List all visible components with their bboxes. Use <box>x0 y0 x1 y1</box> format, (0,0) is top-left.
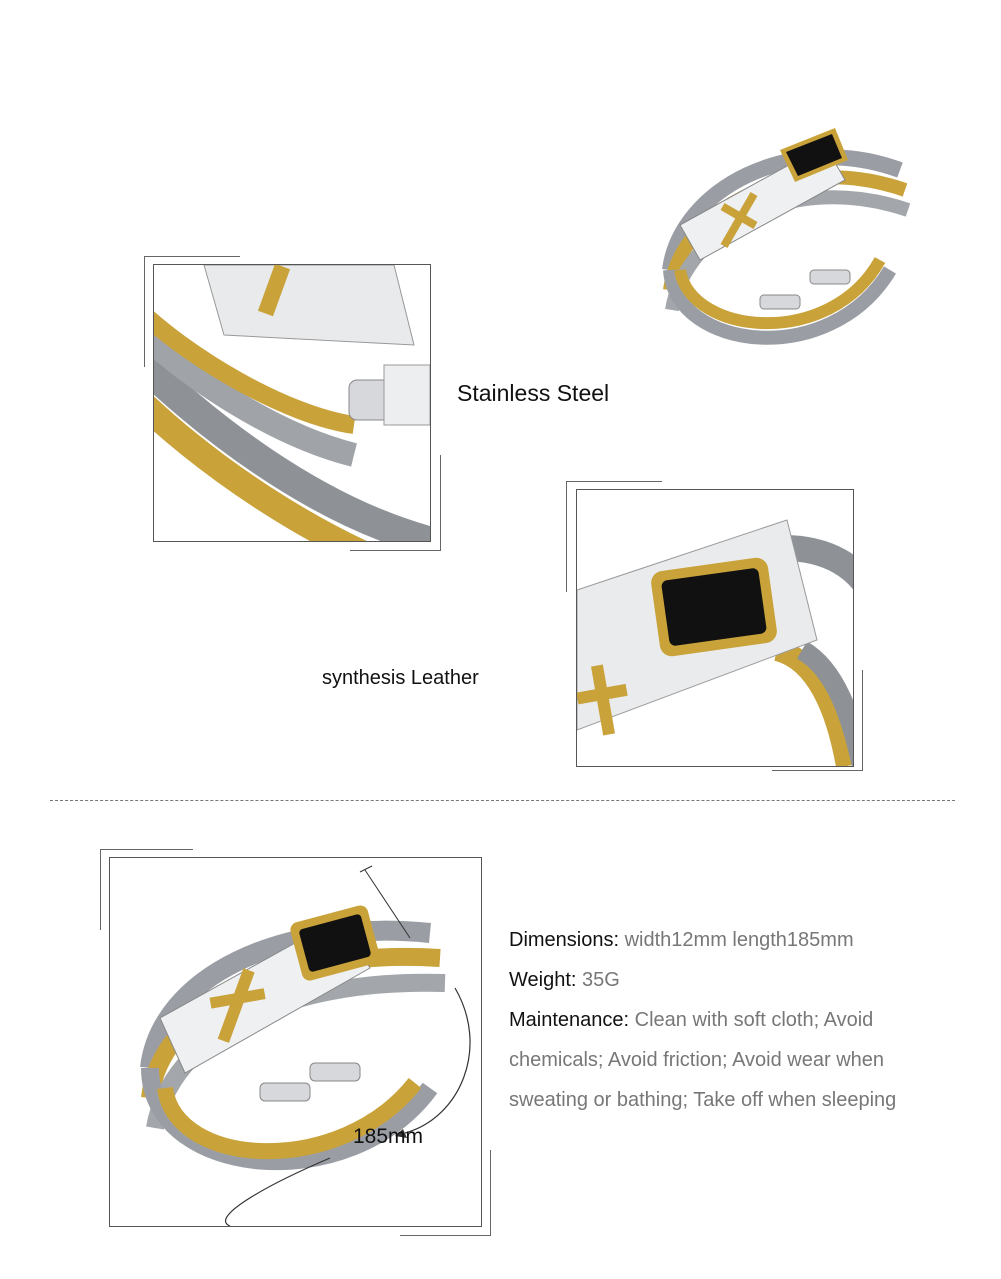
maintenance-value: Clean with soft cloth; Avoid chemicals; Avoid friction; Avoid wear when sweating or bathing; Take off when sleeping <box>509 1009 897 1111</box>
frame-corner-mark <box>350 455 441 551</box>
section-divider <box>50 800 955 801</box>
product-specs <box>509 920 929 1120</box>
stainless-steel-callout: Stainless Steel <box>457 380 610 406</box>
synthesis-leather-callout: synthesis Leather <box>322 667 479 689</box>
bracelet-overview-image <box>640 120 940 370</box>
length-callout: 185mm <box>353 1125 424 1148</box>
dimensions-label: Dimensions: <box>509 929 620 951</box>
dimensions-value: width12mm length185mm <box>619 929 854 951</box>
weight-label: Weight: <box>509 969 577 991</box>
maintenance-label: Maintenance: <box>509 1009 630 1031</box>
frame-corner-mark <box>400 1150 491 1236</box>
maintenance-line <box>509 1000 929 1120</box>
dimensions-line <box>509 920 929 960</box>
frame-corner-mark <box>772 670 863 771</box>
weight-value: 35G <box>576 969 620 991</box>
weight-line <box>509 960 929 1000</box>
